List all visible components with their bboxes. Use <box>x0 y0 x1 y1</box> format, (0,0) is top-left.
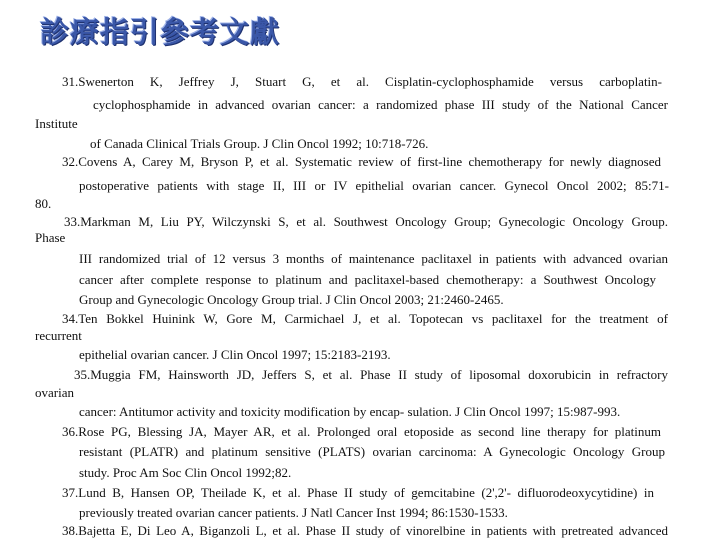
reference-34-line-2: recurrent <box>35 328 82 343</box>
reference-36-line-1: 36.Rose PG, Blessing JA, Mayer AR, et al. Prolonged oral etoposide as second line therapy for platinum <box>62 424 661 439</box>
page-title: 診療指引參考文獻 <box>40 15 281 49</box>
reference-33-line-5: Group and Gynecologic Oncology Group trial. J Clin Oncol 2003; 21:2460-2465. <box>79 292 504 307</box>
reference-36-line-2: resistant (PLATR) and platinum sensitive (PLATS) ovarian carcinoma: A Gynecologic Oncology Group <box>79 444 665 459</box>
reference-33-line-3: III randomized trial of 12 versus 3 months of maintenance paclitaxel in patients with advanced ovarian <box>79 251 668 266</box>
reference-31-line-2: cyclophosphamide in advanced ovarian cancer: a randomized phase III study of the National Cancer <box>93 97 668 112</box>
reference-35-line-1: 35.Muggia FM, Hainsworth JD, Jeffers S, et al. Phase II study of liposomal doxorubicin in refractory <box>74 367 668 382</box>
reference-33-line-4: cancer after complete response to platinum and paclitaxel-based chemotherapy: a Southwest Oncology <box>79 272 656 287</box>
reference-36-line-3: study. Proc Am Soc Clin Oncol 1992;82. <box>79 465 292 480</box>
reference-34-line-1: 34.Ten Bokkel Huinink W, Gore M, Carmichael J, et al. Topotecan vs paclitaxel for the treatment of <box>62 311 668 326</box>
reference-33-line-2: Phase <box>35 230 66 245</box>
reference-35-line-2: ovarian <box>35 385 74 400</box>
reference-32-line-2: postoperative patients with stage II, III or IV epithelial ovarian cancer. Gynecol Oncol 2002; 85:71- <box>79 178 669 193</box>
reference-32-line-1: 32.Covens A, Carey M, Bryson P, et al. Systematic review of first-line chemotherapy for newly diagnosed <box>62 154 661 169</box>
reference-37-line-2: previously treated ovarian cancer patients. J Natl Cancer Inst 1994; 86:1530-1533. <box>79 505 508 520</box>
reference-34-line-3: epithelial ovarian cancer. J Clin Oncol 1997; 15:2183-2193. <box>79 347 391 362</box>
reference-37-line-1: 37.Lund B, Hansen OP, Theilade K, et al. Phase II study of gemcitabine (2',2'- difluorodeoxycytidine) in <box>62 485 654 500</box>
reference-33-line-1: 33.Markman M, Liu PY, Wilczynski S, et al. Southwest Oncology Group; Gynecologic Oncology Group. <box>64 214 668 229</box>
reference-32-line-3: 80. <box>35 196 52 211</box>
reference-31-line-3: Institute <box>35 116 78 131</box>
reference-31-line-1: 31.Swenerton K, Jeffrey J, Stuart G, et al. Cisplatin-cyclophosphamide versus carboplatin- <box>62 74 662 89</box>
reference-35-line-3: cancer: Antitumor activity and toxicity modification by encap- sulation. J Clin Oncol 1997; 15:987-993. <box>79 404 621 419</box>
reference-38-line-1: 38.Bajetta E, Di Leo A, Biganzoli L, et al. Phase II study of vinorelbine in patients with pretreated advanced <box>62 523 668 538</box>
reference-31-line-4: of Canada Clinical Trials Group. J Clin Oncol 1992; 10:718-726. <box>90 136 429 151</box>
